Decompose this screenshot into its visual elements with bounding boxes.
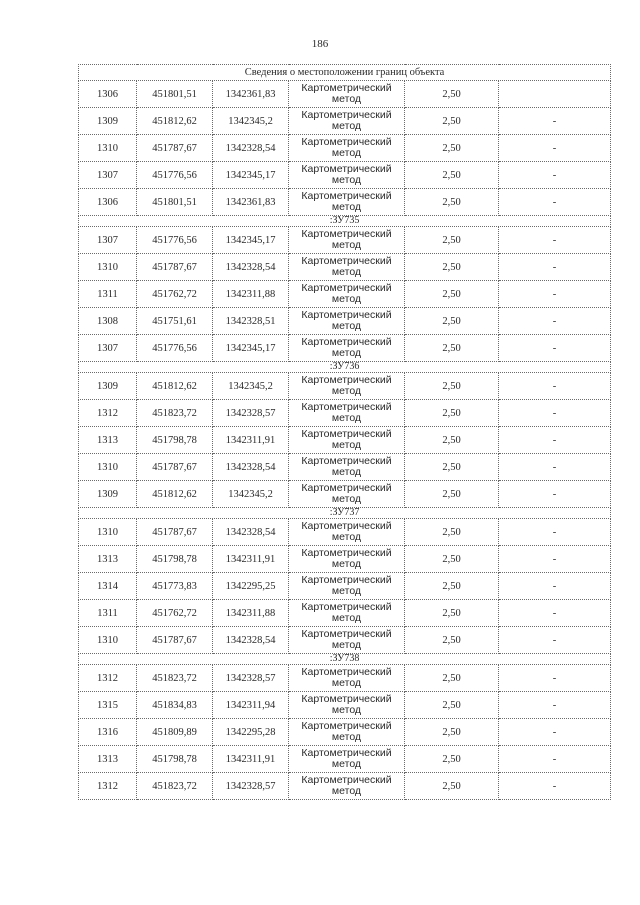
x-coordinate-cell: 451787,67 (137, 627, 213, 654)
table-title-row (79, 65, 611, 81)
table-row (79, 427, 611, 454)
method-line-1: Картометрический (301, 720, 392, 732)
note-cell: - (499, 189, 611, 216)
note-cell: - (499, 481, 611, 508)
method-line-1: Картометрический (301, 190, 392, 202)
x-coordinate-cell: 451787,67 (137, 254, 213, 281)
boundary-coordinates-table (78, 64, 611, 800)
point-number-cell: 1310 (79, 254, 137, 281)
method-line-1: Картометрический (301, 282, 392, 294)
x-coordinate-cell: 451801,51 (137, 81, 213, 108)
table-row (79, 308, 611, 335)
accuracy-cell: 2,50 (405, 81, 499, 108)
method-cell (289, 692, 405, 719)
point-number-cell: 1315 (79, 692, 137, 719)
table-row (79, 573, 611, 600)
method-cell (289, 400, 405, 427)
method-line-1: Картометрический (301, 136, 392, 148)
method-line-2: метод (331, 120, 362, 132)
method-line-1: Картометрический (301, 693, 392, 705)
note-cell: - (499, 308, 611, 335)
method-cell (289, 281, 405, 308)
y-coordinate-cell: 1342328,57 (213, 773, 289, 800)
method-cell (289, 627, 405, 654)
section-label: :ЗУ735 (79, 216, 611, 227)
method-cell (289, 162, 405, 189)
method-line-1: Картометрический (301, 82, 392, 94)
y-coordinate-cell: 1342328,54 (213, 454, 289, 481)
y-coordinate-cell: 1342345,2 (213, 481, 289, 508)
method-line-2: метод (331, 493, 362, 505)
note-cell: - (499, 719, 611, 746)
accuracy-cell: 2,50 (405, 546, 499, 573)
x-coordinate-cell: 451787,67 (137, 454, 213, 481)
x-coordinate-cell: 451762,72 (137, 600, 213, 627)
section-header-row (79, 362, 611, 373)
table-row (79, 189, 611, 216)
note-cell: - (499, 373, 611, 400)
table-row (79, 81, 611, 108)
x-coordinate-cell: 451776,56 (137, 162, 213, 189)
method-line-2: метод (331, 320, 362, 332)
table-row (79, 335, 611, 362)
method-line-2: метод (331, 412, 362, 424)
accuracy-cell: 2,50 (405, 281, 499, 308)
x-coordinate-cell: 451798,78 (137, 427, 213, 454)
x-coordinate-cell: 451776,56 (137, 335, 213, 362)
table-row (79, 519, 611, 546)
point-number-cell: 1312 (79, 773, 137, 800)
section-header-row (79, 216, 611, 227)
y-coordinate-cell: 1342328,54 (213, 519, 289, 546)
table-row (79, 546, 611, 573)
point-number-cell: 1313 (79, 427, 137, 454)
table-row (79, 627, 611, 654)
point-number-cell: 1307 (79, 227, 137, 254)
method-line-1: Картометрический (301, 455, 392, 467)
table-row (79, 227, 611, 254)
method-line-2: метод (331, 466, 362, 478)
x-coordinate-cell: 451834,83 (137, 692, 213, 719)
method-line-1: Картометрический (301, 774, 392, 786)
accuracy-cell: 2,50 (405, 335, 499, 362)
point-number-cell: 1313 (79, 546, 137, 573)
table-row (79, 692, 611, 719)
accuracy-cell: 2,50 (405, 162, 499, 189)
y-coordinate-cell: 1342295,25 (213, 573, 289, 600)
method-line-1: Картометрический (301, 628, 392, 640)
x-coordinate-cell: 451776,56 (137, 227, 213, 254)
note-cell: - (499, 627, 611, 654)
y-coordinate-cell: 1342328,54 (213, 254, 289, 281)
method-line-2: метод (331, 385, 362, 397)
accuracy-cell: 2,50 (405, 189, 499, 216)
table-row (79, 665, 611, 692)
y-coordinate-cell: 1342328,54 (213, 627, 289, 654)
point-number-cell: 1307 (79, 335, 137, 362)
table-row (79, 746, 611, 773)
note-cell (499, 81, 611, 108)
method-cell (289, 308, 405, 335)
method-line-1: Картометрический (301, 482, 392, 494)
y-coordinate-cell: 1342311,88 (213, 281, 289, 308)
method-line-1: Картометрический (301, 163, 392, 175)
y-coordinate-cell: 1342361,83 (213, 81, 289, 108)
method-line-1: Картометрический (301, 374, 392, 386)
accuracy-cell: 2,50 (405, 600, 499, 627)
x-coordinate-cell: 451801,51 (137, 189, 213, 216)
method-cell (289, 719, 405, 746)
y-coordinate-cell: 1342345,17 (213, 227, 289, 254)
method-cell (289, 189, 405, 216)
point-number-cell: 1307 (79, 162, 137, 189)
method-line-2: метод (331, 785, 362, 797)
accuracy-cell: 2,50 (405, 400, 499, 427)
point-number-cell: 1306 (79, 81, 137, 108)
x-coordinate-cell: 451809,89 (137, 719, 213, 746)
table-row (79, 162, 611, 189)
note-cell: - (499, 600, 611, 627)
method-line-2: метод (331, 239, 362, 251)
note-cell: - (499, 546, 611, 573)
method-line-2: метод (331, 347, 362, 359)
note-cell: - (499, 773, 611, 800)
method-cell (289, 81, 405, 108)
note-cell: - (499, 254, 611, 281)
table-row (79, 135, 611, 162)
accuracy-cell: 2,50 (405, 519, 499, 546)
y-coordinate-cell: 1342328,57 (213, 665, 289, 692)
accuracy-cell: 2,50 (405, 427, 499, 454)
table-row (79, 281, 611, 308)
method-line-2: метод (331, 731, 362, 743)
note-cell: - (499, 573, 611, 600)
accuracy-cell: 2,50 (405, 573, 499, 600)
accuracy-cell: 2,50 (405, 108, 499, 135)
table-row (79, 108, 611, 135)
section-label: :ЗУ736 (79, 362, 611, 373)
note-cell: - (499, 335, 611, 362)
y-coordinate-cell: 1342328,54 (213, 135, 289, 162)
method-cell (289, 135, 405, 162)
note-cell: - (499, 281, 611, 308)
point-number-cell: 1309 (79, 108, 137, 135)
y-coordinate-cell: 1342345,17 (213, 162, 289, 189)
x-coordinate-cell: 451823,72 (137, 773, 213, 800)
method-line-1: Картометрический (301, 109, 392, 121)
method-line-1: Картометрический (301, 336, 392, 348)
accuracy-cell: 2,50 (405, 454, 499, 481)
method-line-1: Картометрический (301, 428, 392, 440)
method-line-1: Картометрический (301, 601, 392, 613)
accuracy-cell: 2,50 (405, 135, 499, 162)
x-coordinate-cell: 451773,83 (137, 573, 213, 600)
table-row (79, 773, 611, 800)
y-coordinate-cell: 1342345,17 (213, 335, 289, 362)
note-cell: - (499, 692, 611, 719)
note-cell: - (499, 665, 611, 692)
accuracy-cell: 2,50 (405, 308, 499, 335)
y-coordinate-cell: 1342311,91 (213, 746, 289, 773)
x-coordinate-cell: 451798,78 (137, 746, 213, 773)
method-cell (289, 454, 405, 481)
accuracy-cell: 2,50 (405, 773, 499, 800)
accuracy-cell: 2,50 (405, 373, 499, 400)
x-coordinate-cell: 451787,67 (137, 519, 213, 546)
x-coordinate-cell: 451787,67 (137, 135, 213, 162)
section-header-row (79, 508, 611, 519)
y-coordinate-cell: 1342345,2 (213, 108, 289, 135)
y-coordinate-cell: 1342311,88 (213, 600, 289, 627)
point-number-cell: 1314 (79, 573, 137, 600)
method-line-1: Картометрический (301, 520, 392, 532)
method-cell (289, 108, 405, 135)
section-label: :ЗУ738 (79, 654, 611, 665)
method-line-2: метод (331, 439, 362, 451)
x-coordinate-cell: 451823,72 (137, 665, 213, 692)
note-cell: - (499, 746, 611, 773)
point-number-cell: 1310 (79, 135, 137, 162)
y-coordinate-cell: 1342311,94 (213, 692, 289, 719)
x-coordinate-cell: 451762,72 (137, 281, 213, 308)
accuracy-cell: 2,50 (405, 627, 499, 654)
method-cell (289, 600, 405, 627)
table-row (79, 254, 611, 281)
method-cell (289, 773, 405, 800)
method-line-2: метод (331, 704, 362, 716)
method-line-1: Картометрический (301, 666, 392, 678)
method-cell (289, 227, 405, 254)
method-line-2: метод (331, 558, 362, 570)
method-line-2: метод (331, 677, 362, 689)
y-coordinate-cell: 1342295,28 (213, 719, 289, 746)
point-number-cell: 1309 (79, 373, 137, 400)
point-number-cell: 1316 (79, 719, 137, 746)
method-line-1: Картометрический (301, 547, 392, 559)
note-cell: - (499, 454, 611, 481)
method-line-2: метод (331, 93, 362, 105)
x-coordinate-cell: 451812,62 (137, 373, 213, 400)
y-coordinate-cell: 1342311,91 (213, 546, 289, 573)
note-cell: - (499, 427, 611, 454)
y-coordinate-cell: 1342345,2 (213, 373, 289, 400)
note-cell: - (499, 162, 611, 189)
method-line-1: Картометрический (301, 747, 392, 759)
method-line-1: Картометрический (301, 228, 392, 240)
point-number-cell: 1312 (79, 400, 137, 427)
y-coordinate-cell: 1342328,51 (213, 308, 289, 335)
method-cell (289, 546, 405, 573)
x-coordinate-cell: 451751,61 (137, 308, 213, 335)
table-row (79, 373, 611, 400)
section-label: :ЗУ737 (79, 508, 611, 519)
accuracy-cell: 2,50 (405, 254, 499, 281)
note-cell: - (499, 519, 611, 546)
point-number-cell: 1308 (79, 308, 137, 335)
accuracy-cell: 2,50 (405, 227, 499, 254)
table-row (79, 454, 611, 481)
method-cell (289, 665, 405, 692)
table-row (79, 400, 611, 427)
note-cell: - (499, 227, 611, 254)
method-line-2: метод (331, 639, 362, 651)
table-row (79, 719, 611, 746)
accuracy-cell: 2,50 (405, 719, 499, 746)
point-number-cell: 1310 (79, 627, 137, 654)
y-coordinate-cell: 1342311,91 (213, 427, 289, 454)
method-line-2: метод (331, 174, 362, 186)
method-cell (289, 373, 405, 400)
method-line-2: метод (331, 612, 362, 624)
table-row (79, 600, 611, 627)
y-coordinate-cell: 1342328,57 (213, 400, 289, 427)
accuracy-cell: 2,50 (405, 692, 499, 719)
table-title: Сведения о местоположении границ объекта (79, 65, 611, 81)
method-line-2: метод (331, 293, 362, 305)
note-cell: - (499, 400, 611, 427)
method-line-1: Картометрический (301, 309, 392, 321)
accuracy-cell: 2,50 (405, 481, 499, 508)
method-cell (289, 254, 405, 281)
point-number-cell: 1309 (79, 481, 137, 508)
point-number-cell: 1313 (79, 746, 137, 773)
method-cell (289, 573, 405, 600)
point-number-cell: 1306 (79, 189, 137, 216)
method-line-2: метод (331, 201, 362, 213)
method-line-2: метод (331, 147, 362, 159)
method-line-2: метод (331, 585, 362, 597)
point-number-cell: 1311 (79, 281, 137, 308)
method-line-1: Картометрический (301, 401, 392, 413)
note-cell: - (499, 135, 611, 162)
method-cell (289, 519, 405, 546)
method-cell (289, 335, 405, 362)
method-line-2: метод (331, 531, 362, 543)
method-cell (289, 746, 405, 773)
x-coordinate-cell: 451812,62 (137, 108, 213, 135)
table-row (79, 481, 611, 508)
page-number: 186 (311, 38, 329, 50)
x-coordinate-cell: 451812,62 (137, 481, 213, 508)
point-number-cell: 1310 (79, 454, 137, 481)
accuracy-cell: 2,50 (405, 746, 499, 773)
y-coordinate-cell: 1342361,83 (213, 189, 289, 216)
method-cell (289, 481, 405, 508)
note-cell: - (499, 108, 611, 135)
point-number-cell: 1312 (79, 665, 137, 692)
section-header-row (79, 654, 611, 665)
point-number-cell: 1311 (79, 600, 137, 627)
method-line-2: метод (331, 758, 362, 770)
x-coordinate-cell: 451823,72 (137, 400, 213, 427)
method-line-2: метод (331, 266, 362, 278)
method-line-1: Картометрический (301, 255, 392, 267)
accuracy-cell: 2,50 (405, 665, 499, 692)
x-coordinate-cell: 451798,78 (137, 546, 213, 573)
method-cell (289, 427, 405, 454)
method-line-1: Картометрический (301, 574, 392, 586)
point-number-cell: 1310 (79, 519, 137, 546)
